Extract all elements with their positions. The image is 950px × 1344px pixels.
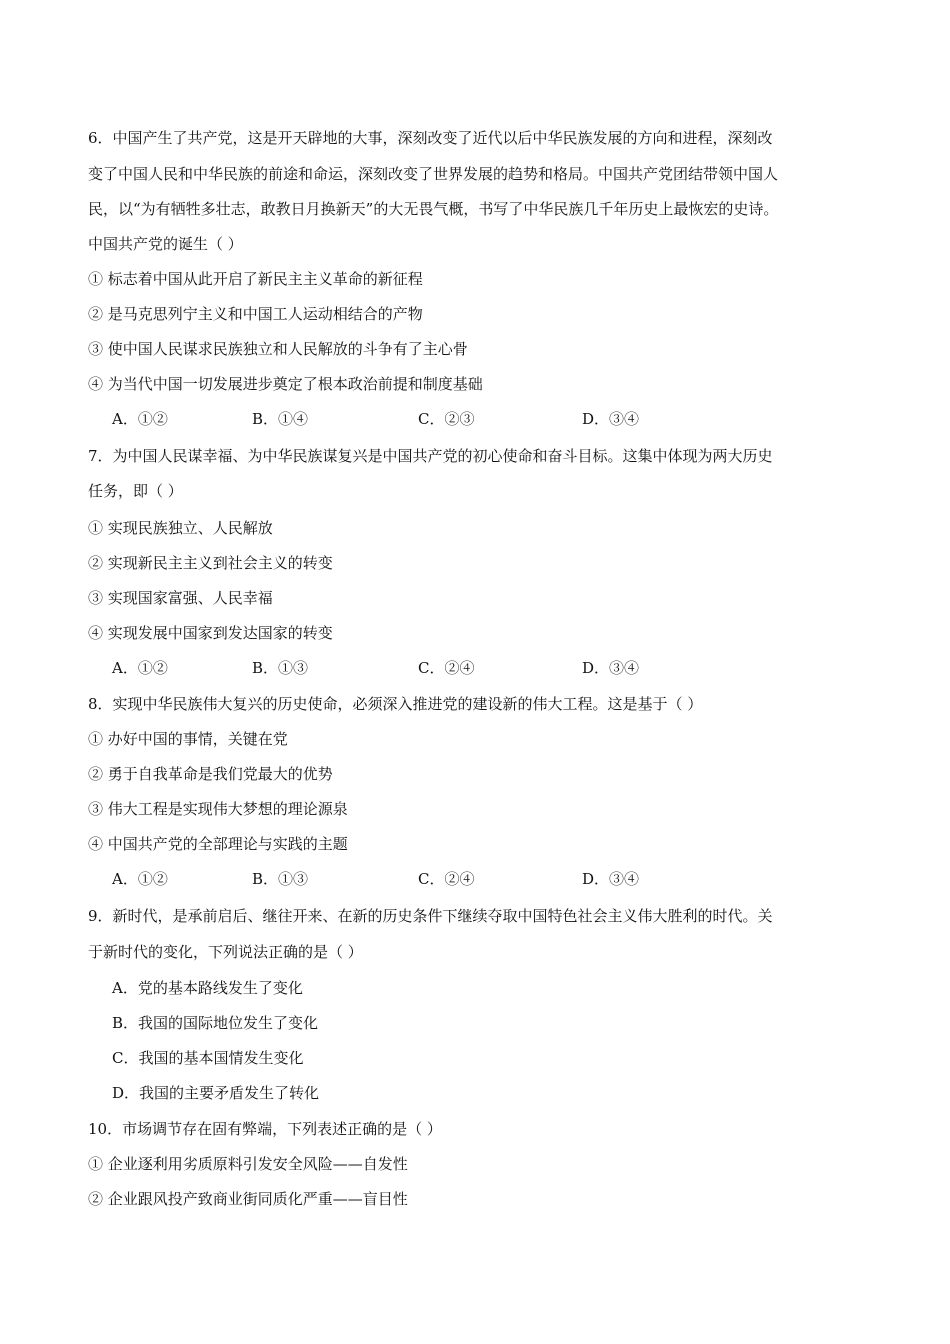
option-b: B．①④ [252,410,309,428]
question-stem-line: 任务，即（ ） [88,482,183,500]
question-stem-line: 民，以“为有牺牲多壮志，敢教日月换新天”的大无畏气概，书写了中华民族几千年历史上最恢宏的史诗。 [88,200,779,218]
statement: ① 标志着中国从此开启了新民主主义革命的新征程 [88,270,423,288]
question-stem-line: 于新时代的变化，下列说法正确的是（ ） [88,943,363,961]
option-b: B．我国的国际地位发生了变化 [112,1014,319,1032]
option-b: B．①③ [252,870,309,888]
statement: ① 实现民族独立、人民解放 [88,519,273,537]
statement: ② 企业跟风投产致商业街同质化严重——盲目性 [88,1190,408,1208]
option-c: C．②④ [418,870,475,888]
option-a: A．①② [112,870,168,888]
option-d: D．我国的主要矛盾发生了转化 [112,1084,320,1102]
option-c: C．②③ [418,410,475,428]
option-c: C．②④ [418,659,475,677]
option-d: D．③④ [582,410,640,428]
statement: ② 实现新民主主义到社会主义的转变 [88,554,333,572]
statement: ① 企业逐利用劣质原料引发安全风险——自发性 [88,1155,408,1173]
statement: ② 勇于自我革命是我们党最大的优势 [88,765,333,783]
option-a: A．①② [112,410,168,428]
option-a: A．①② [112,659,168,677]
statement: ④ 中国共产党的全部理论与实践的主题 [88,835,348,853]
statement: ③ 伟大工程是实现伟大梦想的理论源泉 [88,800,348,818]
question-stem-line: 10．市场调节存在固有弊端，下列表述正确的是（ ） [88,1120,442,1138]
question-stem-line: 中国共产党的诞生（ ） [88,235,243,253]
question-stem-line: 8．实现中华民族伟大复兴的历史使命，必须深入推进党的建设新的伟大工程。这是基于（ ） [88,695,703,713]
question-stem-line: 7．为中国人民谋幸福、为中华民族谋复兴是中国共产党的初心使命和奋斗目标。这集中体现为两大历史 [88,447,773,465]
statement: ④ 为当代中国一切发展进步奠定了根本政治前提和制度基础 [88,375,483,393]
question-stem-line: 9．新时代，是承前启后、继往开来、在新的历史条件下继续夺取中国特色社会主义伟大胜利的时代。关 [88,907,773,925]
option-b: B．①③ [252,659,309,677]
option-d: D．③④ [582,659,640,677]
statement: ③ 实现国家富强、人民幸福 [88,589,273,607]
option-c: C．我国的基本国情发生变化 [112,1049,304,1067]
question-stem-line: 变了中国人民和中华民族的前途和命运，深刻改变了世界发展的趋势和格局。中国共产党团结带领中国人 [88,165,779,183]
statement: ① 办好中国的事情，关键在党 [88,730,288,748]
option-a: A．党的基本路线发生了变化 [112,979,303,997]
option-d: D．③④ [582,870,640,888]
question-stem-line: 6．中国产生了共产党，这是开天辟地的大事，深刻改变了近代以后中华民族发展的方向和进程，深刻改 [88,129,773,147]
statement: ③ 使中国人民谋求民族独立和人民解放的斗争有了主心骨 [88,340,468,358]
statement: ④ 实现发展中国家到发达国家的转变 [88,624,333,642]
statement: ② 是马克思列宁主义和中国工人运动相结合的产物 [88,305,423,323]
